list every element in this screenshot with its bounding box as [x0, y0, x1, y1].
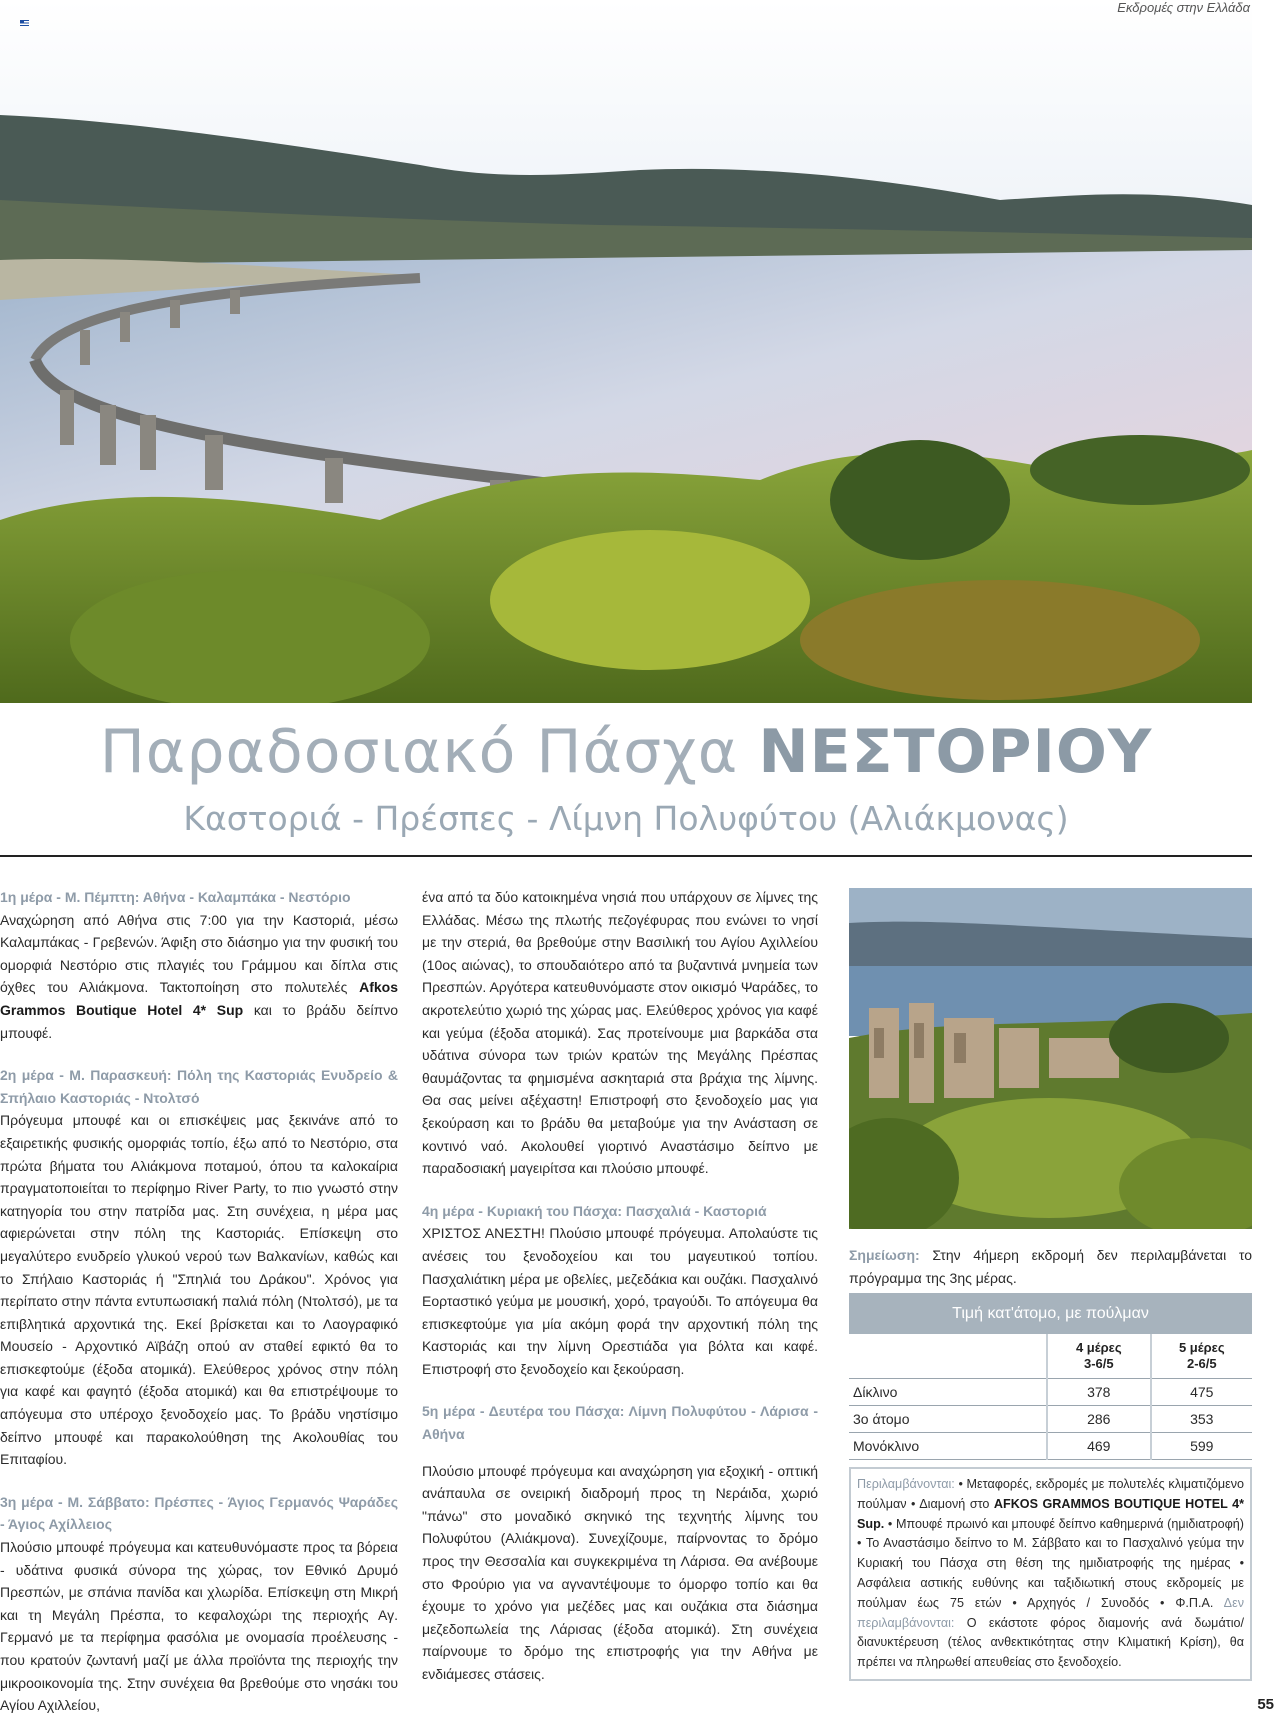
lake-bridge-photo [0, 0, 1252, 703]
day-1-text-a: Αναχώρηση από Αθήνα στις 7:00 για την Καστοριά, μέσω Καλαμπάκας - Γρεβενών. Άφιξη στο διάσημο για την φυσική του ομορφιά Νεστόριο στις πλαγιές του Γράμμου και δίπλα στις όχθες του Αλιάκμονα. Τακτοποίηση στο πολυτελές [0, 911, 398, 996]
day-4-heading: 4η μέρα - Κυριακή του Πάσχα: Πασχαλιά - Καστοριά [422, 1202, 767, 1219]
price-cell: 286 [1047, 1405, 1151, 1432]
hero-photo [0, 0, 1252, 703]
price-table-title: Τιμή κατ'άτομο, με πούλμαν [849, 1293, 1252, 1334]
day-5-text: Πλούσιο μπουφέ πρόγευμα και αναχώρηση για εξοχική - οπτική ανάπαυλα σε ονειρική διαδρομή προς τη Νεράιδα, χωριό "πάνω" στο μοναδικό σκηνικό της τεχνητής λίμνης του Πολυφύτου (Αλιάκμονα). Συνεχίζουμε, παίρνοντας το δρόμο προς την Θεσσαλία και συγκεκριμένα τη Λάρισα. Θα ανέβουμε στο Φρούριο για να αγναντέψουμε το όμορφο τοπίο και θα έχουμε το χρόνο για μεζέδες μας και ουζάκια στα διάσημα μεζεδοπωλεία της Λάρισας (έξοδα ατομικά). Στη συνέχεια παίρνουμε το δρόμο της επιστροφής για την Αθήνα με ενδιάμεσες στάσεις. [422, 1462, 818, 1682]
col-5-days-dates: 2-6/5 [1186, 1355, 1217, 1371]
row-label: Δίκλινο [849, 1378, 1047, 1405]
day-1-text [0, 909, 398, 1045]
price-cell: 469 [1047, 1432, 1151, 1459]
row-label: Μονόκλινο [849, 1432, 1047, 1459]
col-5-days [1151, 1334, 1252, 1378]
row-label: 3ο άτομο [849, 1405, 1047, 1432]
day-3-text: Πλούσιο μπουφέ πρόγευμα και κατευθυνόμαστε προς τα βόρεια - υδάτινα φυσικά σύνορα της χώρας, τον Εθνικό Δρυμό Πρεσπών, με σπάνια πανίδα και χλωρίδα. Επίσκεψη στη Μικρή και τη Μεγάλη Πρέσπα, το κεφαλοχώρι της περιοχής Αγ. Γερμανό με τα περίφημα φασόλια με ονομασία προέλευσης - που κρατούν ζωντανή μαζί με άλλα προϊόντα της περιοχής την μικροοικονομία της. Στην συνέχεια θα βρεθούμε στο νησάκι του Αγίου Αχιλλείου, [0, 1539, 398, 1714]
price-cell: 378 [1047, 1378, 1151, 1405]
title-divider [0, 855, 1252, 857]
day-2-heading: 2η μέρα - Μ. Παρασκευή: Πόλη της Καστοριάς Ενυδρείο & Σπήλαιο Καστοριάς - Ντολτσό [0, 1067, 398, 1106]
inclusions-box [849, 1467, 1252, 1681]
hotel-name: Afkos Grammos Boutique Hotel 4* Sup [0, 979, 398, 1018]
price-table-corner [849, 1334, 1047, 1378]
price-cell: 475 [1151, 1378, 1252, 1405]
title-main: Παραδοσιακό Πάσχα [99, 717, 739, 787]
price-cell: 353 [1151, 1405, 1252, 1432]
side-photo [849, 888, 1252, 1229]
page-subtitle: Καστοριά - Πρέσπες - Λίμνη Πολυφύτου (Αλιάκμονας) [183, 799, 1069, 838]
itinerary-column-1 [0, 886, 398, 1719]
itinerary-column-2 [422, 886, 818, 1706]
day-1-text-b: και το βράδυ δείπνο μπουφέ. [0, 1001, 399, 1041]
greek-flag-icon [20, 20, 29, 26]
col-4-days [1047, 1334, 1151, 1378]
title-highlight: ΝΕΣΤΟΡΙΟΥ [758, 717, 1153, 787]
day-4-text: ΧΡΙΣΤΟΣ ΑΝΕΣΤΗ! Πλούσιο μπουφέ πρόγευμα. Απολαύστε τις ανέσεις του ξενοδοχείου και του μαγευτικού τοπίου. Πασχαλιάτικη μέρα με οβελίες, μεζεδάκια και ουζάκι. Πασχαλινό Εορταστικό γεύμα με μουσική, χορό, τραγούδι. Το απόγευμα θα επισκεφτούμε για μία ακόμη φορά την αρχοντική πόλη της Καστοριάς και την λίμνη Ορεστιάδα για βόλτα και καφέ. Επιστροφή στο ξενοδοχείο και ξεκούραση. [422, 1225, 818, 1377]
included-hotel: AFKOS GRAMMOS BOUTIQUE HOTEL 4* Sup. [857, 1496, 1244, 1531]
price-cell: 599 [1151, 1432, 1252, 1459]
included-label: Περιλαμβάνονται: [857, 1477, 955, 1491]
table-row [849, 1432, 1252, 1459]
page-title [0, 712, 1252, 792]
page-number: 55 [1257, 1696, 1274, 1713]
note [849, 1244, 1252, 1289]
day-1-heading: 1η μέρα - Μ. Πέμπτη: Αθήνα - Καλαμπάκα - Νεστόριο [0, 889, 351, 905]
col-4-days-dates: 3-6/5 [1083, 1355, 1114, 1371]
excluded-text: Ο εκάστοτε φόρος διαμονής ανά δωμάτιο/διανυκτέρευση (τέλος ανθεκτικότητας στην Κλιματική Κρίση), θα πρέπει να πληρωθεί απευθείας στο ξενοδοχείο. [857, 1615, 1244, 1670]
col-5-days-label: 5 μέρες [1178, 1339, 1225, 1355]
note-label: Σημείωση: [849, 1247, 920, 1263]
day-2-text: Πρόγευμα μπουφέ και οι επισκέψεις μας ξεκινάνε από το εξαιρετικής φυσικής ομορφιάς τοπίο, έξω από το Νεστόριο, στα πρώτα βήματα του Αλιάκμονα ποταμού, όπου τα καλοκαίρια πραγματοποιείται το περίφημο River Party, το πιο γνωστό στην κατηγορία του στην πατρίδα μας. Στη συνέχεια, η μέρα μας αφιερώνεται στην πόλη της Καστοριάς. Επίσκεψη στο μεγαλύτερο ενυδρείο γλυκού νερού των Βαλκανίων, καθώς και το Σπήλαιο Καστοριάς ή "Σπηλιά του Δράκου". Χρόνος για περίπατο στην πάντα εντυπωσιακή παλιά πόλη (Ντολτσό), με τα επιβλητικά αρχοντικά της. Εκεί βρίσκεται και το Λαογραφικό Μουσείο - Αρχοντικό Αϊβάζη οπού αν σταθεί εφικτό θα το επισκεφτούμε (έξοδα ατομικά). Ελεύθερος χρόνος στην πόλη για καφέ και φαγητό (έξοδα ατομικά) και θα επιστρέψουμε το απόγευμα στο υπέροχο ξενοδοχείο μας. Το βράδυ νηστίσιμο δείπνο μπουφέ και παρακολούθηση της Ακολουθίας του Επιταφίου. [0, 1112, 398, 1468]
section-tag: Εκδρομές στην Ελλάδα [1117, 0, 1250, 15]
day-3-text-continued: ένα από τα δύο κατοικημένα νησιά που υπάρχουν σε λίμνες της Ελλάδας. Μέσω της πλωτής πεζογέφυρας που ενώνει το νησί με την στεριά, θα βρεθούμε στην Βασιλική του Αγίου Αχιλλείου (10ος αιώνας), το σπουδαιότερο από τα βυζαντινά μνημεία των Πρεσπών. Αργότερα κατευθυνόμαστε στον οικισμό Ψαράδες, το ακροτελεύτιο χωριό της χώρας μας. Ελεύθερος χρόνος για καφέ και γεύμα (έξοδα ατομικά). Σας προτείνουμε μια βαρκάδα στα υδάτινα σύνορα των τριών κρατών της Μεγάλης Πρέσπας θαυμάζοντας τα φημισμένα ασκηταριά στα βράχια της λίμνης. Θα σας μείνει αξέχαστη! Επιστροφή στο ξενοδοχείο μας για ξεκούραση και το βράδυ θα μεταβούμε για την Ανάσταση σε κοντινό ναό. Ακολουθεί γιορτινό Αναστάσιμο δείπνο με παραδοσιακή μαγειρίτσα και πλούσιο μπουφέ. [422, 889, 818, 1177]
excluded-label: Δεν περιλαμβάνονται: [857, 1595, 1244, 1630]
price-table [849, 1293, 1252, 1460]
lake-ruins-photo [849, 888, 1252, 1229]
day-3-heading: 3η μέρα - Μ. Σάββατο: Πρέσπες - Άγιος Γερμανός Ψαράδες - Άγιος Αχίλλειος [0, 1493, 398, 1533]
included-text-a: • Μεταφορές, εκδρομές με πολυτελές κλιματιζόμενο πούλμαν • Διαμονή στο [857, 1477, 1244, 1511]
note-text: Στην 4ήμερη εκδρομή δεν περιλαμβάνεται το πρόγραμμα της 3ης μέρας. [849, 1247, 1252, 1286]
col-4-days-label: 4 μέρες [1075, 1339, 1122, 1355]
table-row [849, 1405, 1252, 1432]
table-row [849, 1378, 1252, 1405]
day-5-heading: 5η μέρα - Δευτέρα του Πάσχα: Λίμνη Πολυφύτου - Λάρισα - Αθήνα [422, 1403, 818, 1443]
included-text-b: • Μπουφέ πρωινό και μπουφέ δείπνο καθημερινά (ημιδιατροφή) • Το Αναστάσιμο δείπνο το Μ. Σάββατο και το Πασχαλινό γεύμα την Κυριακή του Πάσχα στη θέση της ημιδιατροφής της ημέρας • Ασφάλεια αστικής ευθύνης και ταξιδιωτική στους εκδρομείς με πούλμαν έως 75 ετών • Αρχηγός / Συνοδός • Φ.Π.Α. [857, 1516, 1244, 1610]
